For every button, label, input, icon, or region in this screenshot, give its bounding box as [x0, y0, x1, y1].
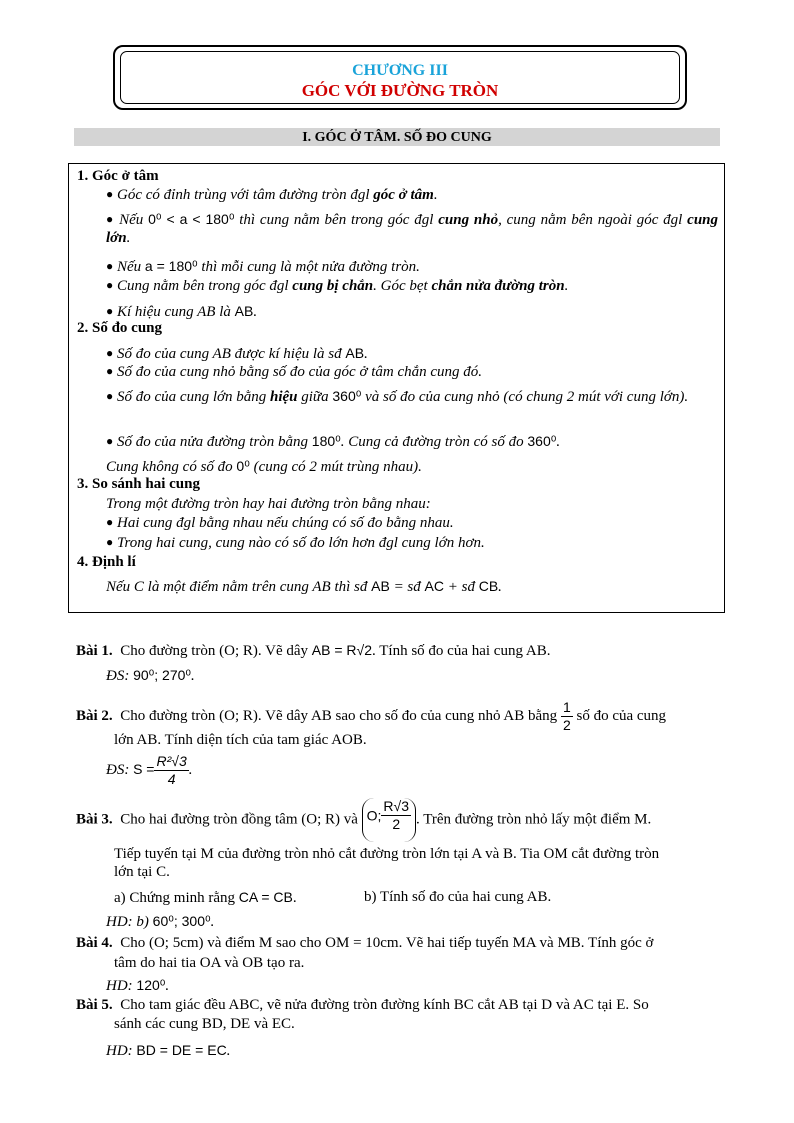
- theory-line: Nếu C là một điểm nằm trên cung AB thì sđ AB = sđ AC + sđ CB.: [106, 578, 502, 595]
- theory-line: ● Kí hiệu cung AB là AB.: [106, 303, 258, 320]
- exercise-3: Bài 3. Cho hai đường tròn đồng tâm (O; R) và O; $\frac{R√3}{2}$ . Trên đường tròn nhỏ lấy một điểm M.: [76, 798, 651, 842]
- theory-line: ● Số đo của cung AB được kí hiệu là sđ AB.: [106, 345, 368, 362]
- theory-line: Trong một đường tròn hay hai đường tròn bằng nhau:: [106, 496, 431, 512]
- heading-goc-o-tam: 1. Góc ở tâm: [77, 168, 159, 184]
- exercise-3-answer: HD: b) 60⁰; 300⁰.: [106, 913, 215, 930]
- theory-line: ● Góc có đỉnh trùng với tâm đường tròn đgl góc ở tâm.: [106, 187, 438, 203]
- exercise-3-part-a: a) Chứng minh rằng CA = CB.: [114, 889, 297, 906]
- theory-box: [68, 163, 725, 613]
- heading-so-sanh: 3. So sánh hai cung: [77, 476, 200, 492]
- theory-line: ● Hai cung đgl bằng nhau nếu chúng có số đo bằng nhau.: [106, 515, 454, 531]
- exercise-2-answer: ĐS: S = $\frac{\text{R²√3}}{4}$ .: [106, 753, 193, 787]
- exercise-2-line2: lớn AB. Tính diện tích của tam giác AOB.: [114, 732, 367, 748]
- exercise-5-line2: sánh các cung BD, DE và EC.: [114, 1016, 295, 1032]
- exercise-4: Bài 4. Cho (O; 5cm) và điểm M sao cho OM = 10cm. Vẽ hai tiếp tuyến MA và MB. Tính góc ở: [76, 935, 654, 951]
- heading-so-do-cung: 2. Số đo cung: [77, 320, 163, 336]
- chapter-title-inner: [120, 51, 680, 104]
- exercise-5: Bài 5. Cho tam giác đều ABC, vẽ nửa đường tròn đường kính BC cắt AB tại D và AC tại E. So: [76, 997, 649, 1013]
- theory-line: ● Trong hai cung, cung nào có số đo lớn hơn đgl cung lớn hơn.: [106, 535, 485, 551]
- exercise-4-answer: HD: 120⁰.: [106, 977, 170, 994]
- theory-line: ● Số đo của nửa đường tròn bằng 180⁰. Cung cả đường tròn có số đo 360⁰.: [106, 433, 561, 450]
- exercise-1: Bài 1. Cho đường tròn (O; R). Vẽ dây AB = R√2. Tính số đo của hai cung AB.: [76, 642, 551, 659]
- exercise-3-part-b: b) Tính số đo của hai cung AB.: [364, 889, 552, 905]
- theory-line: ● Nếu a = 180⁰ thì mỗi cung là một nửa đường tròn.: [106, 258, 420, 275]
- section-heading: I. GÓC Ở TÂM. SỐ ĐO CUNG: [74, 128, 720, 146]
- theory-line: ● Cung nằm bên trong góc đgl cung bị chắn. Góc bẹt chắn nửa đường tròn.: [106, 278, 569, 294]
- theory-line: Cung không có số đo 0⁰ (cung có 2 mút trùng nhau).: [106, 458, 422, 475]
- exercise-5-answer: HD: BD = DE = EC.: [106, 1042, 231, 1059]
- chapter-title-box: [113, 45, 687, 110]
- theory-line: ● Nếu 0⁰ < a < 180⁰ thì cung nằm bên trong góc đgl cung nhỏ, cung nằm bên ngoài góc đgl cung lớn.: [106, 211, 719, 246]
- theory-line: ● Số đo của cung lớn bằng hiệu giữa 360⁰ và số đo của cung nhỏ (có chung 2 mút với cung lớn).: [106, 388, 689, 405]
- exercise-3-line2: Tiếp tuyến tại M của đường tròn nhỏ cắt đường tròn lớn tại A và B. Tia OM cắt đường tròn: [114, 846, 660, 862]
- exercise-3-line3: lớn tại C.: [114, 864, 170, 880]
- chapter-label: CHƯƠNG III: [352, 62, 448, 79]
- chapter-title: GÓC VỚI ĐƯỜNG TRÒN: [301, 81, 499, 100]
- heading-dinh-li: 4. Định lí: [77, 554, 136, 570]
- exercise-4-line2: tâm do hai tia OA và OB tạo ra.: [114, 955, 305, 971]
- exercise-2: Bài 2. Cho đường tròn (O; R). Vẽ dây AB sao cho số đo của cung nhỏ AB bằng $\frac{1}{2}$ số đo của cung: [76, 699, 667, 733]
- exercise-1-answer: ĐS: 90⁰; 270⁰.: [106, 667, 195, 684]
- theory-line: ● Số đo của cung nhỏ bằng số đo của góc ở tâm chắn cung đó.: [106, 364, 483, 380]
